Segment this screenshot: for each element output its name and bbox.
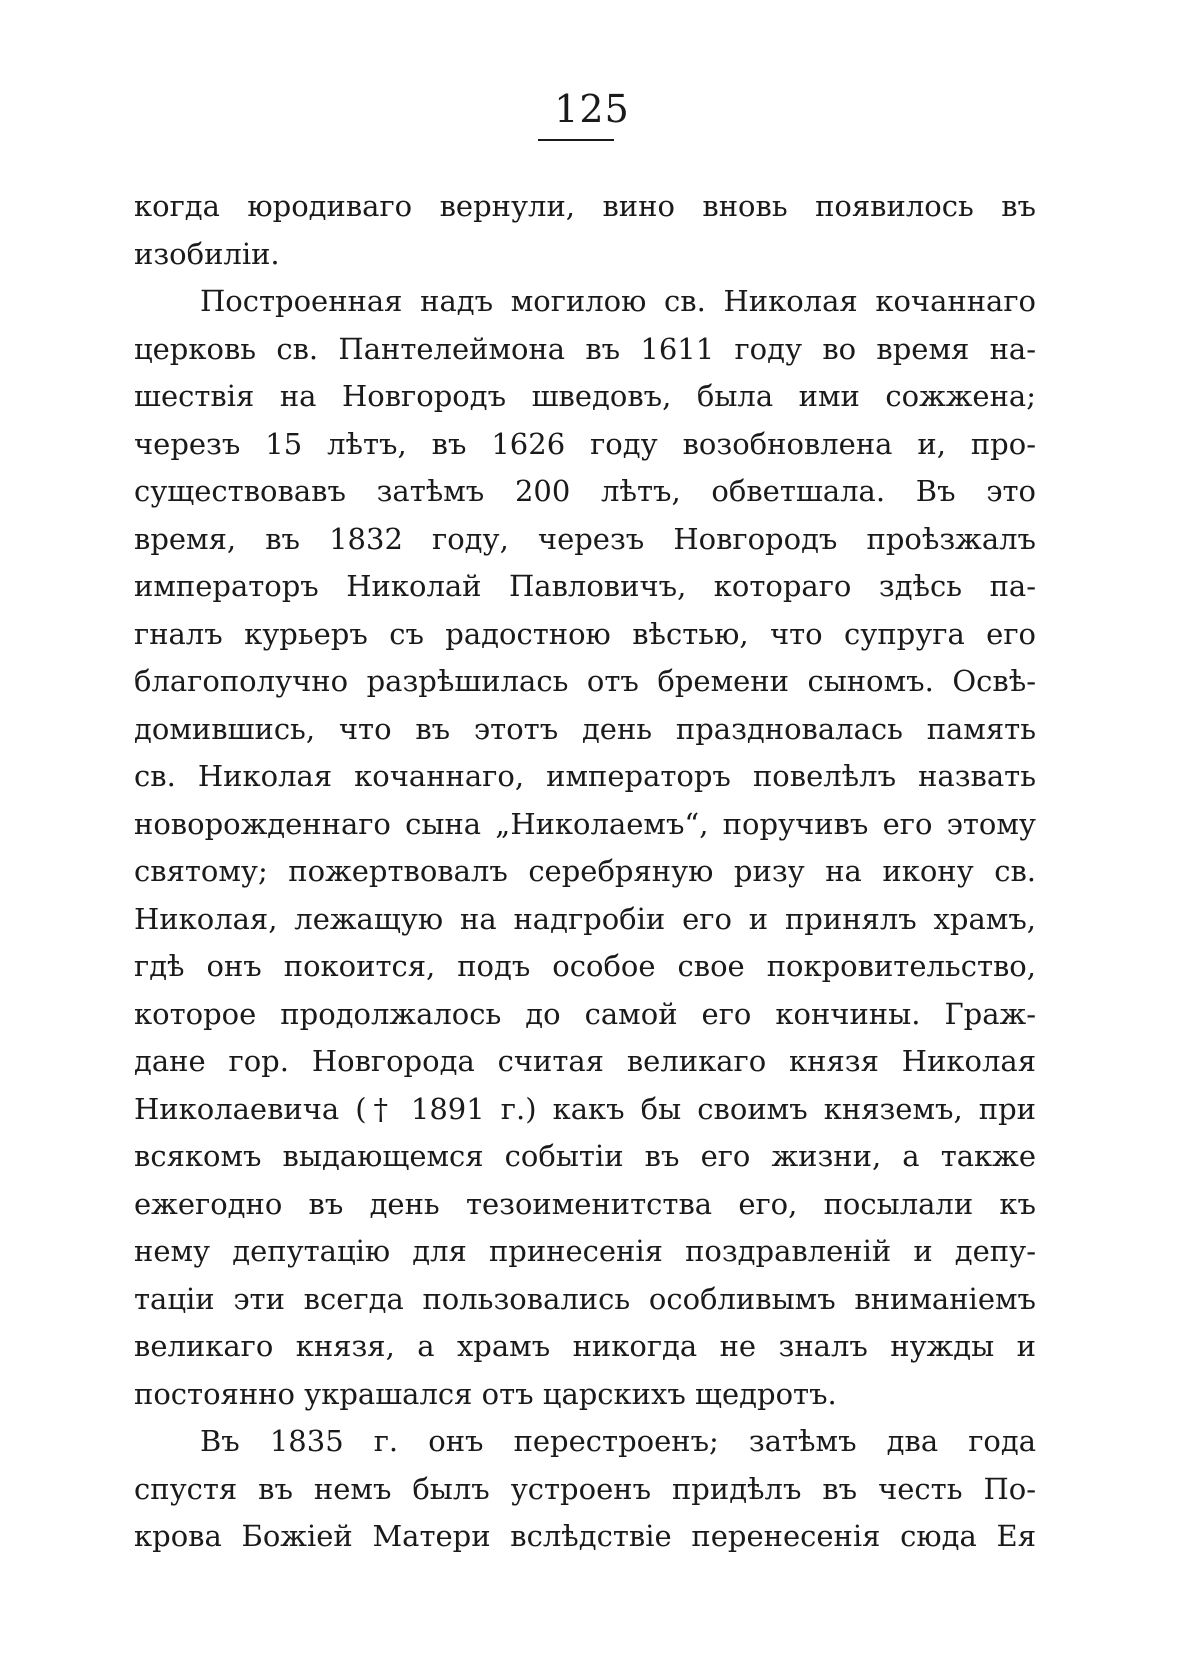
page-number: 125 <box>554 87 630 131</box>
body-text <box>134 183 1036 1561</box>
text-line: благополучно разрѣшилась отъ бремени сыномъ. Освѣ- <box>134 664 1036 698</box>
page-number-underline <box>538 139 614 141</box>
text-line: дане гор. Новгорода считая великаго князя Николая <box>134 1044 1036 1078</box>
text-line: шествія на Новгородъ шведовъ, была ими сожжена; <box>134 379 1036 413</box>
text-line: постоянно украшался отъ царскихъ щедротъ. <box>134 1376 837 1411</box>
text-line: спустя въ немъ былъ устроенъ придѣлъ въ честь По- <box>134 1471 1036 1506</box>
text-line: время, въ 1832 году, черезъ Новгородъ проѣзжалъ <box>134 521 1036 556</box>
text-line: Николая, лежащую на надгробіи его и принялъ храмъ, <box>134 901 1036 936</box>
text-line: когда юродиваго вернули, вино вновь появилось въ <box>134 189 1036 223</box>
text-line: св. Николая кочаннаго, императоръ повелѣлъ назвать <box>134 759 1036 793</box>
text-line: Въ 1835 г. онъ перестроенъ; затѣмъ два года <box>200 1424 1036 1458</box>
text-line: всякомъ выдающемся событіи въ его жизни, а также <box>134 1139 1036 1173</box>
text-line: гналъ курьеръ съ радостною вѣстью, что супруга его <box>134 616 1036 651</box>
text-line: существовавъ затѣмъ 200 лѣтъ, обветшала. Въ это <box>134 474 1036 508</box>
text-line: императоръ Николай Павловичъ, котораго здѣсь па- <box>134 569 1036 603</box>
text-line: которое продолжалось до самой его кончины. Граж- <box>134 996 1036 1031</box>
text-line: Николаевича († 1891 г.) какъ бы своимъ княземъ, при <box>134 1091 1036 1126</box>
text-line: изобиліи. <box>134 236 280 271</box>
text-line: церковь св. Пантелеймона въ 1611 году во время на- <box>134 331 1036 366</box>
text-line: Построенная надъ могилою св. Николая кочаннаго <box>200 284 1036 318</box>
text-line: нему депутацію для принесенія поздравленій и депу- <box>134 1234 1036 1268</box>
text-line: таціи эти всегда пользовались особливымъ вниманіемъ <box>134 1281 1036 1316</box>
text-line: великаго князя, а храмъ никогда не зналъ нужды и <box>134 1329 1036 1363</box>
text-line: новорожденнаго сына „Николаемъ“, поручивъ его этому <box>134 806 1036 841</box>
text-line: черезъ 15 лѣтъ, въ 1626 году возобновлена и, про- <box>134 426 1036 461</box>
text-line: домившись, что въ этотъ день праздновалась память <box>134 711 1036 746</box>
text-line: ежегодно въ день тезоименитства его, посылали къ <box>134 1186 1036 1221</box>
text-line: крова Божіей Матери вслѣдствіе перенесенія сюда Ея <box>134 1519 1036 1553</box>
text-line: святому; пожертвовалъ серебряную ризу на икону св. <box>134 854 1036 888</box>
text-line: гдѣ онъ покоится, подъ особое свое покровительство, <box>134 949 1036 983</box>
